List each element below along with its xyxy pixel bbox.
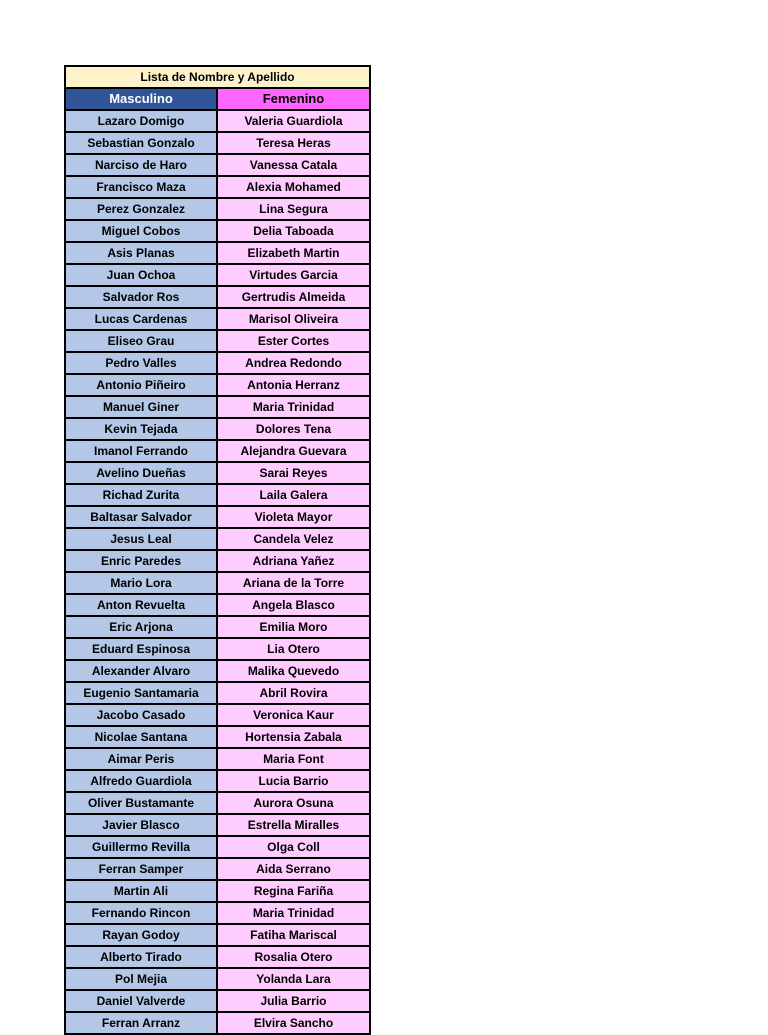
table-row [65,836,370,858]
cell-femenino: Vanessa Catala [217,154,370,176]
cell-femenino: Antonia Herranz [217,374,370,396]
table-row [65,682,370,704]
table-row [65,110,370,132]
cell-femenino: Adriana Yañez [217,550,370,572]
cell-femenino: Lia Otero [217,638,370,660]
table-row [65,858,370,880]
cell-masculino: Baltasar Salvador [65,506,217,528]
cell-masculino: Richad Zurita [65,484,217,506]
cell-masculino: Eliseo Grau [65,330,217,352]
cell-femenino: Aida Serrano [217,858,370,880]
table-row [65,220,370,242]
table-row [65,506,370,528]
table-row [65,638,370,660]
names-table [64,65,371,1035]
cell-femenino: Teresa Heras [217,132,370,154]
cell-femenino: Elizabeth Martin [217,242,370,264]
table-row [65,198,370,220]
table-row [65,154,370,176]
cell-femenino: Ester Cortes [217,330,370,352]
table-row [65,792,370,814]
cell-femenino: Maria Trinidad [217,902,370,924]
header-masculino: Masculino [65,88,217,110]
cell-femenino: Angela Blasco [217,594,370,616]
table-row [65,594,370,616]
names-table-body [65,66,370,1034]
cell-masculino: Eugenio Santamaria [65,682,217,704]
cell-femenino: Marisol Oliveira [217,308,370,330]
cell-femenino: Candela Velez [217,528,370,550]
cell-femenino: Sarai Reyes [217,462,370,484]
cell-femenino: Maria Trinidad [217,396,370,418]
table-row [65,418,370,440]
table-row [65,396,370,418]
cell-masculino: Perez Gonzalez [65,198,217,220]
cell-femenino: Julia Barrio [217,990,370,1012]
cell-femenino: Lucia Barrio [217,770,370,792]
cell-femenino: Olga Coll [217,836,370,858]
cell-masculino: Ferran Arranz [65,1012,217,1034]
table-row [65,990,370,1012]
cell-masculino: Pedro Valles [65,352,217,374]
table-row [65,1012,370,1034]
table-row [65,374,370,396]
table-row [65,286,370,308]
cell-masculino: Sebastian Gonzalo [65,132,217,154]
cell-masculino: Martin Ali [65,880,217,902]
cell-masculino: Imanol Ferrando [65,440,217,462]
table-row [65,704,370,726]
cell-masculino: Rayan Godoy [65,924,217,946]
cell-masculino: Ferran Samper [65,858,217,880]
cell-femenino: Gertrudis Almeida [217,286,370,308]
cell-femenino: Estrella Miralles [217,814,370,836]
table-title: Lista de Nombre y Apellido [65,66,370,88]
table-row [65,484,370,506]
cell-femenino: Regina Fariña [217,880,370,902]
cell-femenino: Lina Segura [217,198,370,220]
cell-femenino: Virtudes Garcia [217,264,370,286]
cell-masculino: Francisco Maza [65,176,217,198]
cell-femenino: Laila Galera [217,484,370,506]
header-row [65,88,370,110]
cell-femenino: Abril Rovira [217,682,370,704]
cell-masculino: Fernando Rincon [65,902,217,924]
cell-femenino: Dolores Tena [217,418,370,440]
cell-femenino: Ariana de la Torre [217,572,370,594]
cell-masculino: Narciso de Haro [65,154,217,176]
cell-masculino: Avelino Dueñas [65,462,217,484]
table-row [65,660,370,682]
cell-masculino: Alberto Tirado [65,946,217,968]
cell-femenino: Maria Font [217,748,370,770]
cell-masculino: Enric Paredes [65,550,217,572]
cell-femenino: Elvira Sancho [217,1012,370,1034]
table-row [65,572,370,594]
cell-femenino: Emilia Moro [217,616,370,638]
cell-femenino: Malika Quevedo [217,660,370,682]
cell-masculino: Anton Revuelta [65,594,217,616]
cell-masculino: Antonio Piñeiro [65,374,217,396]
cell-masculino: Salvador Ros [65,286,217,308]
table-row [65,616,370,638]
cell-masculino: Mario Lora [65,572,217,594]
cell-femenino: Andrea Redondo [217,352,370,374]
table-row [65,550,370,572]
table-row [65,308,370,330]
table-row [65,462,370,484]
cell-masculino: Oliver Bustamante [65,792,217,814]
cell-masculino: Eduard Espinosa [65,638,217,660]
table-row [65,814,370,836]
cell-masculino: Alexander Alvaro [65,660,217,682]
table-row [65,242,370,264]
cell-masculino: Manuel Giner [65,396,217,418]
table-row [65,902,370,924]
cell-femenino: Yolanda Lara [217,968,370,990]
cell-masculino: Guillermo Revilla [65,836,217,858]
cell-masculino: Javier Blasco [65,814,217,836]
cell-femenino: Veronica Kaur [217,704,370,726]
cell-femenino: Delia Taboada [217,220,370,242]
cell-masculino: Aimar Peris [65,748,217,770]
table-row [65,264,370,286]
cell-femenino: Alejandra Guevara [217,440,370,462]
table-row [65,330,370,352]
cell-femenino: Aurora Osuna [217,792,370,814]
cell-femenino: Fatiha Mariscal [217,924,370,946]
cell-masculino: Juan Ochoa [65,264,217,286]
table-row [65,176,370,198]
cell-masculino: Kevin Tejada [65,418,217,440]
cell-masculino: Asis Planas [65,242,217,264]
cell-masculino: Daniel Valverde [65,990,217,1012]
cell-masculino: Alfredo Guardiola [65,770,217,792]
cell-masculino: Lucas Cardenas [65,308,217,330]
cell-masculino: Lazaro Domigo [65,110,217,132]
cell-masculino: Eric Arjona [65,616,217,638]
table-row [65,132,370,154]
table-row [65,528,370,550]
header-femenino: Femenino [217,88,370,110]
cell-femenino: Violeta Mayor [217,506,370,528]
cell-femenino: Hortensia Zabala [217,726,370,748]
table-row [65,880,370,902]
cell-femenino: Rosalia Otero [217,946,370,968]
cell-masculino: Jesus Leal [65,528,217,550]
cell-masculino: Jacobo Casado [65,704,217,726]
cell-masculino: Pol Mejia [65,968,217,990]
table-row [65,726,370,748]
table-row [65,770,370,792]
table-row [65,924,370,946]
cell-femenino: Alexia Mohamed [217,176,370,198]
table-row [65,946,370,968]
table-row [65,352,370,374]
cell-masculino: Nicolae Santana [65,726,217,748]
table-row [65,748,370,770]
title-row [65,66,370,88]
table-row [65,440,370,462]
cell-masculino: Miguel Cobos [65,220,217,242]
cell-femenino: Valeria Guardiola [217,110,370,132]
table-row [65,968,370,990]
